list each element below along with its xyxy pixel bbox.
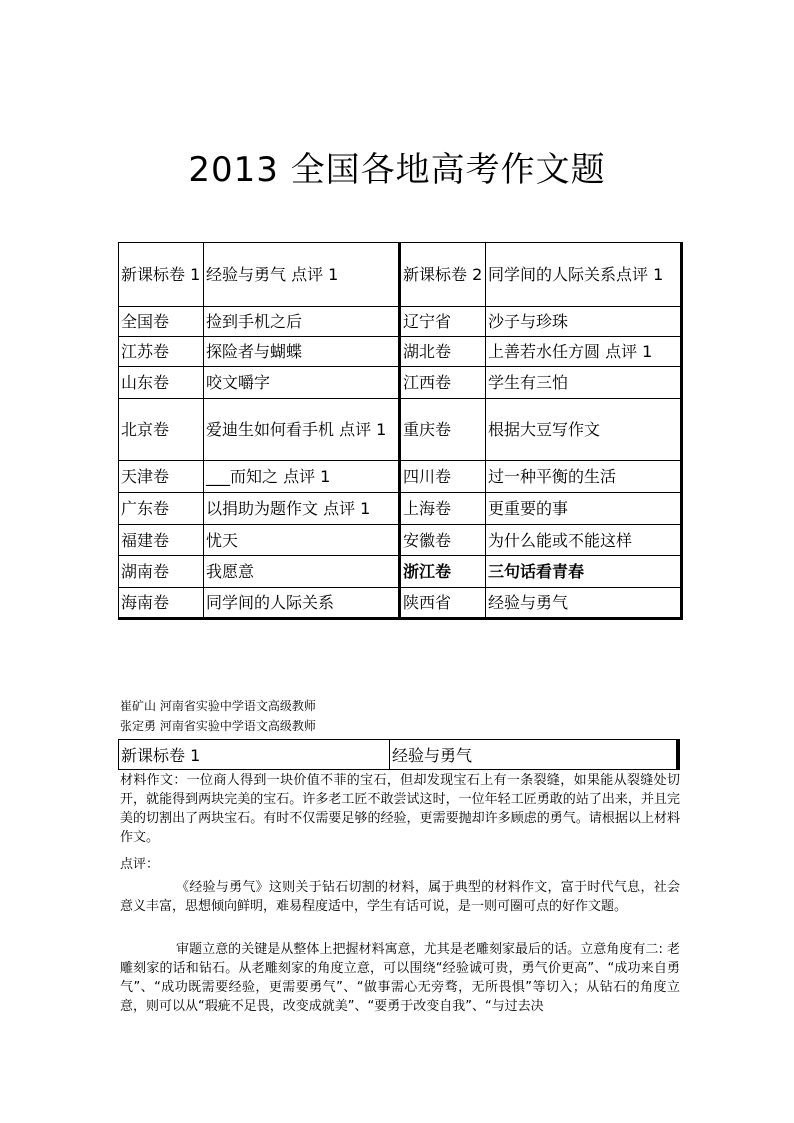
detail-table — [118, 739, 680, 770]
region-cell: 北京卷 — [119, 399, 204, 461]
topic-cell: 为什么能或不能这样 — [486, 525, 682, 556]
topic-cell: 更重要的事 — [486, 493, 682, 525]
topic-cell: 咬文嚼字 — [204, 367, 400, 399]
region-cell: 重庆卷 — [400, 399, 486, 461]
topic-cell: ___而知之 点评 1 — [204, 461, 400, 493]
topic-cell: 探险者与蝴蝶 — [204, 337, 400, 367]
table-row — [119, 740, 679, 770]
region-cell: 新课标卷 1 — [119, 740, 390, 770]
topic-cell: 经验与勇气 点评 1 — [204, 243, 400, 307]
region-cell: 山东卷 — [119, 367, 204, 399]
region-cell: 福建卷 — [119, 525, 204, 556]
author-line: 张定勇 河南省实验中学语文高级教师 — [120, 719, 316, 733]
region-cell: 江苏卷 — [119, 337, 204, 367]
topic-cell: 爱迪生如何看手机 点评 1 — [204, 399, 400, 461]
region-cell: 天津卷 — [119, 461, 204, 493]
table-row — [119, 493, 682, 525]
topic-cell: 学生有三怕 — [486, 367, 682, 399]
topic-cell: 三句话看青春 — [486, 556, 682, 588]
table-row — [119, 337, 682, 367]
page-title: 2013 全国各地高考作文题 — [188, 150, 606, 190]
author-line: 崔矿山 河南省实验中学语文高级教师 — [120, 699, 316, 713]
region-cell: 陕西省 — [400, 588, 486, 619]
table-row — [119, 588, 682, 619]
topic-cell: 经验与勇气 — [486, 588, 682, 619]
table-row — [119, 367, 682, 399]
topic-cell: 根据大豆写作文 — [486, 399, 682, 461]
region-cell: 湖北卷 — [400, 337, 486, 367]
table-row — [119, 461, 682, 493]
topic-cell: 捡到手机之后 — [204, 307, 400, 337]
table-row — [119, 307, 682, 337]
topic-cell: 同学间的人际关系点评 1 — [486, 243, 682, 307]
material-paragraph: 材料作文：一位商人得到一块价值不菲的宝石，但却发现宝石上有一条裂缝，如果能从裂缝处切开，就能得到两块完美的宝石。许多老工匠不敢尝试这时，一位年轻工匠勇敢的站了出来，并且完美的切割出了两块宝石。有时不仅需要足够的经验，更需要抛却许多顾虑的勇气。请根据以上材料作文。 — [120, 773, 680, 845]
analysis-paragraph: 审题立意的关键是从整体上把握材料寓意，尤其是老雕刻家最后的话。立意角度有二: 老雕刻家的话和钻石。从老雕刻家的角度立意，可以围绕“经验诚可贵，勇气价更高”、“成功来自勇气”、“成功既需要经验，更需要勇气”、“做事需心无旁骛，无所畏惧”等切入；从钻石的角度立意，则可以从“瑕疵不足畏，改变成就美”、“要勇于改变自我”、“与过去决 — [120, 942, 680, 1014]
table-row — [119, 556, 682, 588]
region-cell: 广东卷 — [119, 493, 204, 525]
region-cell: 安徽卷 — [400, 525, 486, 556]
comment-label: 点评： — [120, 857, 160, 872]
region-cell: 上海卷 — [400, 493, 486, 525]
topic-cell: 经验与勇气 — [390, 740, 679, 770]
region-cell: 浙江卷 — [400, 556, 486, 588]
table-row — [119, 525, 682, 556]
region-cell: 辽宁省 — [400, 307, 486, 337]
table-row — [119, 243, 682, 307]
topic-cell: 我愿意 — [204, 556, 400, 588]
topic-cell: 以捐助为题作文 点评 1 — [204, 493, 400, 525]
region-cell: 江西卷 — [400, 367, 486, 399]
comment-paragraph: 《经验与勇气》这则关于钻石切割的材料，属于典型的材料作文，富于时代气息，社会意义丰富，思想倾向鲜明，难易程度适中，学生有话可说，是一则可圈可点的好作文题。 — [120, 880, 680, 914]
region-cell: 新课标卷 2 — [400, 243, 486, 307]
topic-cell: 同学间的人际关系 — [204, 588, 400, 619]
topic-cell: 上善若水任方圆 点评 1 — [486, 337, 682, 367]
table-row — [119, 399, 682, 461]
region-cell: 湖南卷 — [119, 556, 204, 588]
exam-topics-table — [118, 242, 683, 620]
region-cell: 全国卷 — [119, 307, 204, 337]
topic-cell: 忧天 — [204, 525, 400, 556]
region-cell: 海南卷 — [119, 588, 204, 619]
topic-cell: 过一种平衡的生活 — [486, 461, 682, 493]
topic-cell: 沙子与珍珠 — [486, 307, 682, 337]
region-cell: 四川卷 — [400, 461, 486, 493]
region-cell: 新课标卷 1 — [119, 243, 204, 307]
